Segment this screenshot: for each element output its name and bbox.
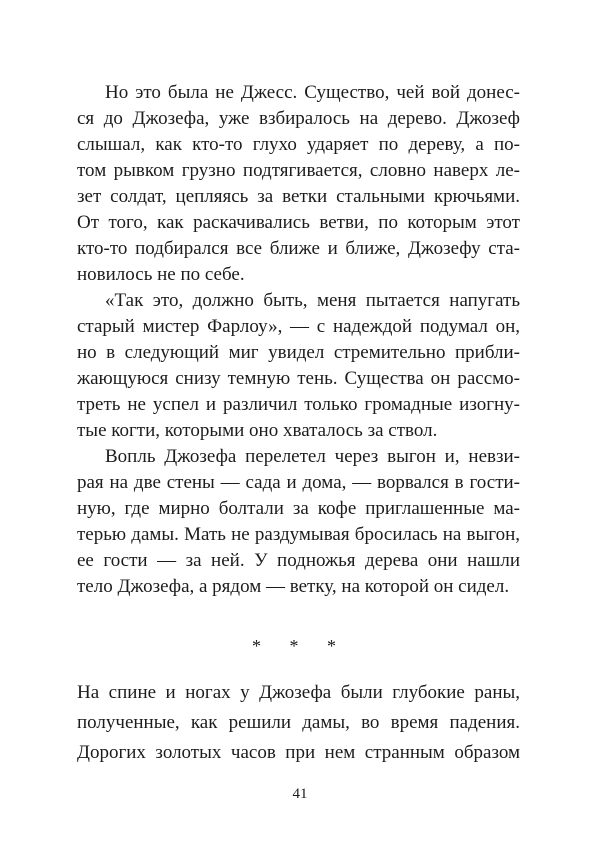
text-after-break <box>77 678 520 768</box>
paragraph-line: старый мистер Фарлоу», — с надеждой подумал он, <box>77 316 520 337</box>
paragraph-line: треть не успел и различил только громадные изогну- <box>77 394 520 415</box>
paragraph-line: жающуюся снизу темную тень. Существа он рассмо- <box>77 368 520 389</box>
paragraph-line: ную, где мирно болтали за кофе приглашенные ма- <box>77 498 520 519</box>
paragraph-line: Дорогих золотых часов при нем странным образом <box>77 742 520 763</box>
page-number: 41 <box>292 786 308 802</box>
paragraph-line: зет солдат, цепляясь за ветки стальными крючьями. <box>77 186 520 207</box>
paragraph-line: Вопль Джозефа перелетел через выгон и, невзи- <box>105 446 520 467</box>
paragraph-line: рая на две стены — сада и дома, — ворвался в гости- <box>77 472 520 493</box>
paragraph-line: терью дамы. Мать не раздумывая бросилась на выгон, <box>77 524 520 545</box>
paragraph-line: слышал, как кто-то глухо ударяет по дереву, а по- <box>77 134 520 155</box>
paragraph-line: От того, как раскачивались ветви, по которым этот <box>77 212 520 233</box>
text-before-break <box>77 80 520 600</box>
paragraph-line: ся до Джозефа, уже взбиралось на дерево. Джозеф <box>77 108 520 129</box>
paragraph-line: тело Джозефа, а рядом — ветку, на которой он сидел. <box>77 576 510 597</box>
paragraph-line: новилось не по себе. <box>77 264 245 285</box>
paragraph-line: ее гости — за ней. У подножья дерева они нашли <box>77 550 520 571</box>
section-divider: * * * <box>252 636 348 656</box>
paragraph-line: Но это была не Джесс. Существо, чей вой донес- <box>105 82 520 103</box>
paragraph-line: «Так это, должно быть, меня пытается напугать <box>105 290 520 311</box>
paragraph-line: том рывком грузно подтягивается, словно наверх ле- <box>77 160 520 181</box>
paragraph-line: кто-то подбирался все ближе и ближе, Джозефу ста- <box>77 238 520 259</box>
paragraph-line: тые когти, которыми оно хваталось за ствол. <box>77 420 438 441</box>
paragraph-line: полученные, как решили дамы, во время падения. <box>77 712 520 733</box>
paragraph-line: но в следующий миг увидел стремительно прибли- <box>77 342 520 363</box>
paragraph-line: На спине и ногах у Джозефа были глубокие раны, <box>77 682 520 703</box>
